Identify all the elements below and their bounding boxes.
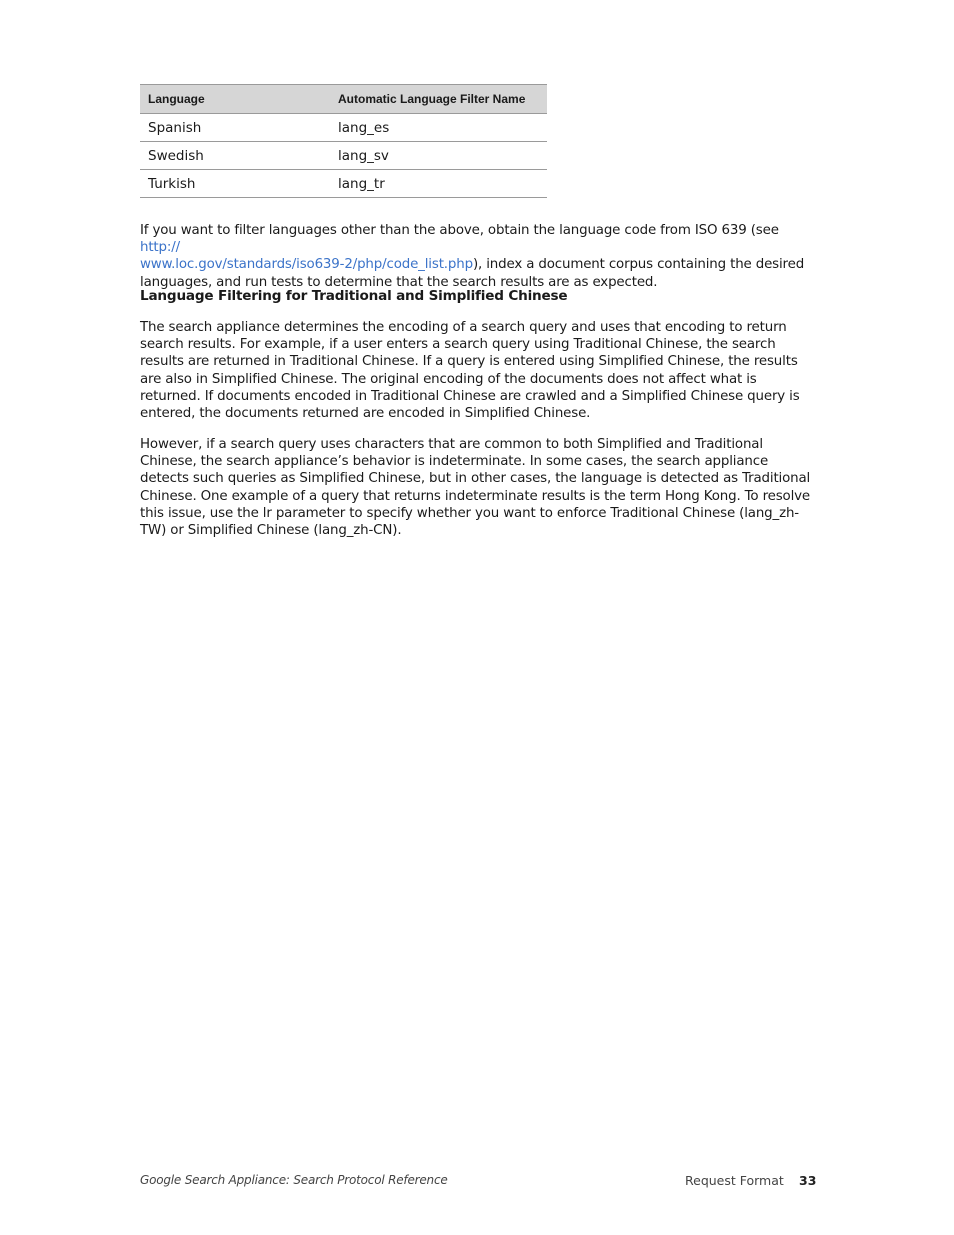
footer-document-title: Google Search Appliance: Search Protocol Reference (140, 1173, 448, 1187)
indeterminate-paragraph: However, if a search query uses characters that are common to both Simplified and Traditional Chinese, the search appliance’s behavior is indeterminate. In some cases, the search appliance detects such queries as Simplified Chinese, but in other cases, the language is detected as Traditional Chinese. One example of a query that returns indeterminate results is the term Hong Kong. To resolve this issue, use the lr parameter to specify whether you want to enforce Traditional Chinese (lang_zh-TW) or Simplified Chinese (lang_zh-CN). (140, 437, 811, 539)
table-row (140, 114, 547, 142)
table-row (140, 142, 547, 170)
encoding-paragraph: The search appliance determines the encoding of a search query and uses that encoding to return search results. For example, if a user enters a search query using Traditional Chinese, the search results are returned in Traditional Chinese. If a query is entered using Simplified Chinese, the results are also in Simplified Chinese. The original encoding of the documents does not affect what is returned. If documents encoded in Traditional Chinese are crawled and a Simplified Chinese query is entered, the documents returned are encoded in Simplified Chinese. (140, 320, 800, 422)
section-heading: Language Filtering for Traditional and Simplified Chinese (140, 288, 568, 304)
filter-name-cell: lang_tr (322, 170, 547, 198)
paragraph-text-before-link: If you want to filter languages other than the above, obtain the language code from ISO 639 (see (140, 223, 779, 238)
footer-page-number: 33 (799, 1173, 817, 1188)
language-cell: Spanish (140, 114, 322, 142)
link-text-part2: www.loc.gov/standards/iso639-2/php/code_list.php (140, 257, 473, 273)
filter-name-cell: lang_es (322, 114, 547, 142)
language-filter-table (140, 84, 547, 198)
iso-639-paragraph (140, 222, 818, 291)
filter-name-cell: lang_sv (322, 142, 547, 170)
iso-639-link[interactable] (140, 240, 473, 272)
table-header-row (140, 85, 547, 114)
column-header-filter-name: Automatic Language Filter Name (322, 85, 547, 114)
language-cell: Turkish (140, 170, 322, 198)
footer-section-name: Request Format (685, 1173, 784, 1188)
column-header-language: Language (140, 85, 322, 114)
paragraph-text-after-link: ), index a document corpus containing the desired languages, and run tests to determine that the search results are as expected. (140, 257, 805, 290)
link-text-part1: http:// (140, 240, 180, 256)
language-cell: Swedish (140, 142, 322, 170)
table-row (140, 170, 547, 198)
